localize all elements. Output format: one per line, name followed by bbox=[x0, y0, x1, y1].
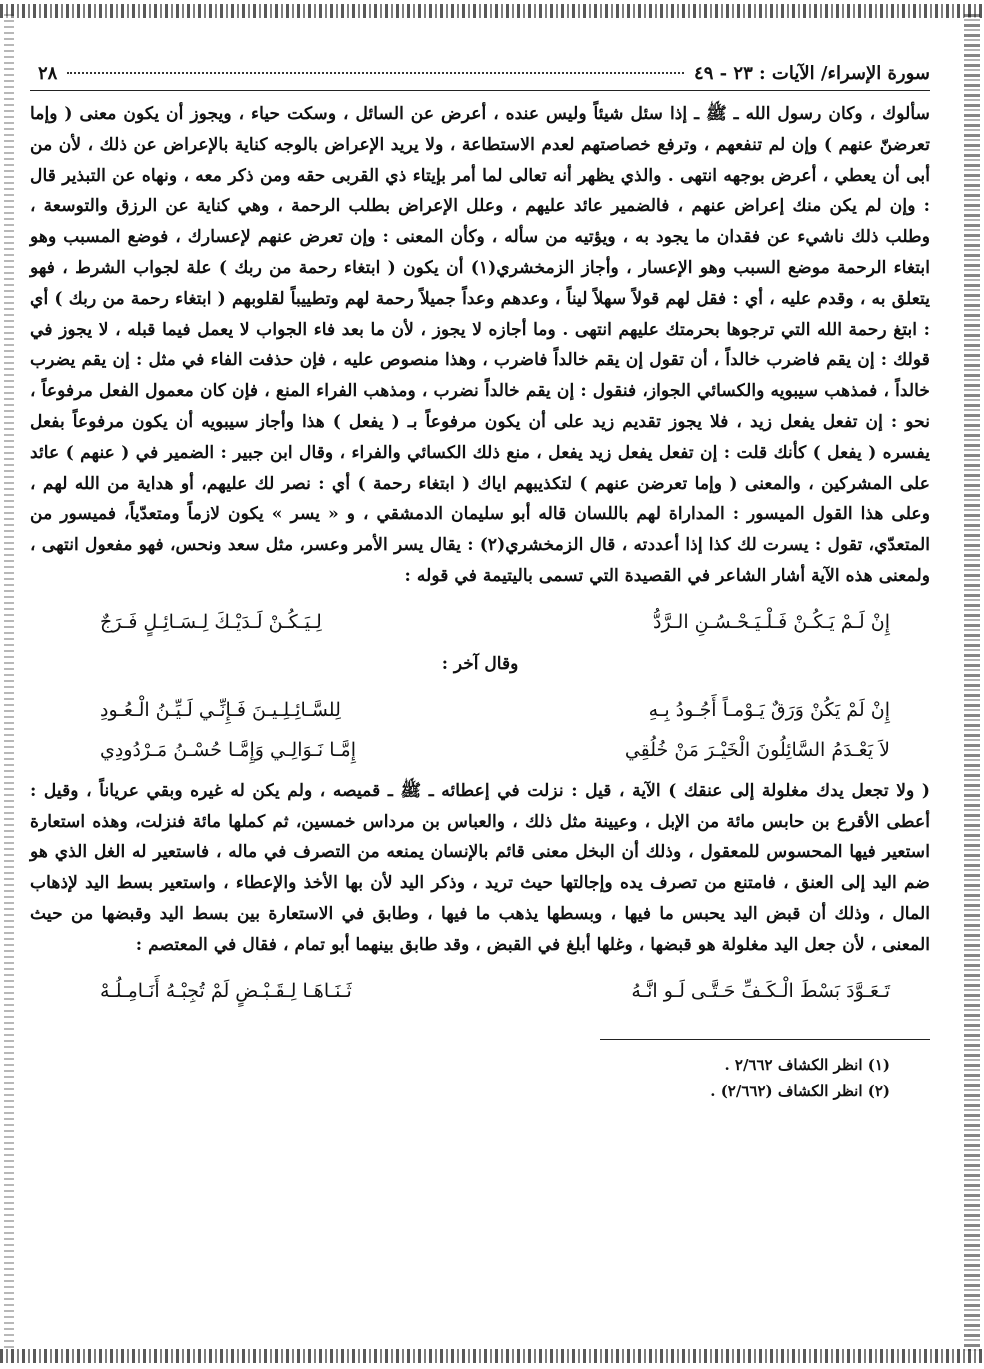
verse-first-hemistich: تَـعَـوَّدَ بَسْطَ الْـكَـفِّ حَـتَّـى لَـو انَّـهُ bbox=[631, 979, 890, 1002]
verse-second-hemistich: لِلسَّـائِـلِـيـنَ فَـإِنِّـي لَـيِّـنُ الْـعُـودِ bbox=[100, 698, 341, 721]
other-poet-label: وقال آخر : bbox=[441, 653, 519, 674]
running-title: سورة الإسراء/ الآيات : ٢٣ - ٤٩ bbox=[694, 62, 930, 84]
footnotes bbox=[30, 1052, 930, 1104]
running-header bbox=[30, 56, 930, 91]
decorative-border-top bbox=[0, 4, 984, 18]
verse-second-hemistich: إِمَّـا نَـوَالِـي وَإِمَّـا حُسْـنُ مَـرْدُودِي bbox=[100, 738, 357, 761]
book-page bbox=[30, 56, 930, 1336]
verse-line bbox=[30, 971, 930, 1011]
decorative-border-right bbox=[964, 14, 980, 1352]
verse-yatima bbox=[30, 602, 930, 642]
footnote-separator bbox=[600, 1039, 930, 1040]
main-text bbox=[30, 99, 930, 1011]
decorative-border-left bbox=[4, 14, 14, 1352]
verse-line bbox=[30, 602, 930, 642]
page-number: ٢٨ bbox=[38, 62, 58, 84]
paragraph-1: سألوك ، وكان رسول الله ـ ﷺ ـ إذا سئل شيئاً وليس عنده ، أعرض عن السائل ، وسكت حياء ، ويجوز أن يكون معنى ( وإما تعرضنّ عنهم ) وإن لم تنفعهم ، وترفع خصاصتهم لعدم الاستطاعة ، ولا يريد الإعراض بالوجه كناية بالإعراض عن ذلك ، لأن من أبى أن يعطي ، أعرض بوجهه انتهى . والذي يظهر أنه تعالى لما أمر بإيتاء ذي القربى حقه ومن ذكر معه ، ونهاه عن التبذير قال : وإن لم يكن منك إعراض عنهم ، فالضمير عائد عليهم ، وعلل الإعراض بطلب الرحمة ، وهي كناية عن الرزق والتوسعة ، وطلب ذلك ناشيء عن فقدان ما يجود به ، ويؤتيه من سأله ، وكأن المعنى : وإن تعرض عنهم لإعسارك ، فوضع المسبب وهو ابتغاء الرحمة موضع السبب وهو الإعسار ، وأجاز الزمخشري(١) أن يكون ( ابتغاء رحمة من ربك ) علة لجواب الشرط ، فهو يتعلق به ، وقدم عليه ، أي : فقل لهم قولاً سهلاً ليناً ، وعدهم وعداً جميلاً رحمة لهم وتطييباً لقلوبهم ( ابتغاء رحمة من ربك ) أي : ابتغ رحمة الله التي ترجوها بحرمتك عليهم انتهى . وما أجازه لا يجوز ، لأن ما بعد فاء الجواب لا يعمل فيما قبله ، لا يجوز في قولك : إن يقم فاضرب خالداً ، أن تقول إن يقم خالداً فاضرب ، وهذا منصوص عليه ، فإن حذفت الفاء في مثل : إن يقم يضرب خالداً ، فمذهب سيبويه والكسائي الجواز، فنقول : إن يقم خالداً نضرب ، ومذهب الفراء المنع ، فإن كان معمول الفعل مرفوعاً ، نحو : إن تفعل يفعل زيد ، فلا يجوز تقديم زيد على أن يكون مرفوعاً بـ ( يفعل ) هذا وأجاز سيبويه أن يكون مرفوعاً بفعل يفسره ( يفعل ) كأنك قلت : إن تفعل يفعل زيد يفعل ، منع ذلك الكسائي والفراء ، وقال ابن جبير : الضمير في ( عنهم ) عائد على المشركين ، والمعنى ( وإما تعرضن عنهم ) لتكذيبهم اياك ( ابتغاء رحمة ) أي : نصر لك عليهم، أو هداية من الله لهم ، وعلى هذا القول الميسور : المداراة لهم باللسان قاله أبو سليمان الدمشقي ، و « يسر » يكون لازماً ومتعدّياً، فميسور من المتعدّي، تقول : يسرت لك كذا إذا أعددته ، قال الزمخشري(٢) : يقال يسر الأمر وعسر، مثل سعد ونحس، فهو مفعول انتهى ، ولمعنى هذه الآية أشار الشاعر في القصيدة التي تسمى باليتيمة في قوله : bbox=[30, 104, 930, 586]
verse-first-hemistich: لاَ يَعْـدَمُ السَّائِلُونَ الْخَيْـرَ مَنْ خُلُقِي bbox=[624, 738, 890, 761]
verse-other-poet bbox=[30, 690, 930, 770]
verse-second-hemistich: ثَـنَـاهَـا لِـقَـبْـضٍ لَمْ تُجِبْـهُ أَنَـامِـلُـهْ bbox=[100, 979, 352, 1002]
verse-first-hemistich: إِنْ لَمْ يَكُنْ وَرَقٌ يَـوْمـاً أَجُـودُ بِـهِ bbox=[648, 698, 890, 721]
decorative-border-bottom bbox=[0, 1349, 984, 1363]
footnote-1: (١) انظر الكشاف ٢/٦٦٢ . bbox=[724, 1055, 890, 1074]
verse-first-hemistich: إِنْ لَـمْ يَـكُـنْ فَـلْـيَـحْـسُـنِ الـرَّدُّ bbox=[653, 610, 890, 633]
verse-abu-tammam bbox=[30, 971, 930, 1011]
footnote-2: (٢) انظر الكشاف (٢/٦٦٢) . bbox=[710, 1081, 890, 1100]
verse-line bbox=[30, 730, 930, 770]
header-leader-dots bbox=[67, 72, 684, 74]
verse-line bbox=[30, 690, 930, 730]
paragraph-2: ( ولا تجعل يدك مغلولة إلى عنقك ) الآية ، قيل : نزلت في إعطائه ـ ﷺ ـ قميصه ، ولم يكن له غيره وبقي عرياناً ، وقيل : أعطى الأقرع بن حابس مائة من الإبل ، وعيينة مثل ذلك ، والعباس بن مرداس خمسين، ثم كملها مائة فنزلت، وهذه استعارة استعير فيها المحسوس للمعقول ، وذلك أن البخل معنى قائم بالإنسان يمنعه من التصرف في ماله ، فاستعير له الغل الذي هو ضم اليد إلى العنق ، فامتنع من تصرف يده وإجالتها حيث تريد ، وذكر اليد لأن بها الأخذ والإعطاء ، واستعير بسط اليد لإذهاب المال ، وذلك أن قبض اليد يحبس ما فيها ، وبسطها يذهب ما فيها ، وطابق في الاستعارة بين بسط اليد وقبضها من حيث المعنى ، لأن جعل اليد مغلولة هو قبضها ، وغلها أبلغ في القبض ، وقد طابق بينهما أبو تمام ، فقال في المعتصم : bbox=[30, 780, 930, 955]
verse-second-hemistich: لِـيَـكُـنْ لَـدَيْـكَ لِـسَـائِـلٍ فَـرَجٌ bbox=[100, 610, 322, 633]
